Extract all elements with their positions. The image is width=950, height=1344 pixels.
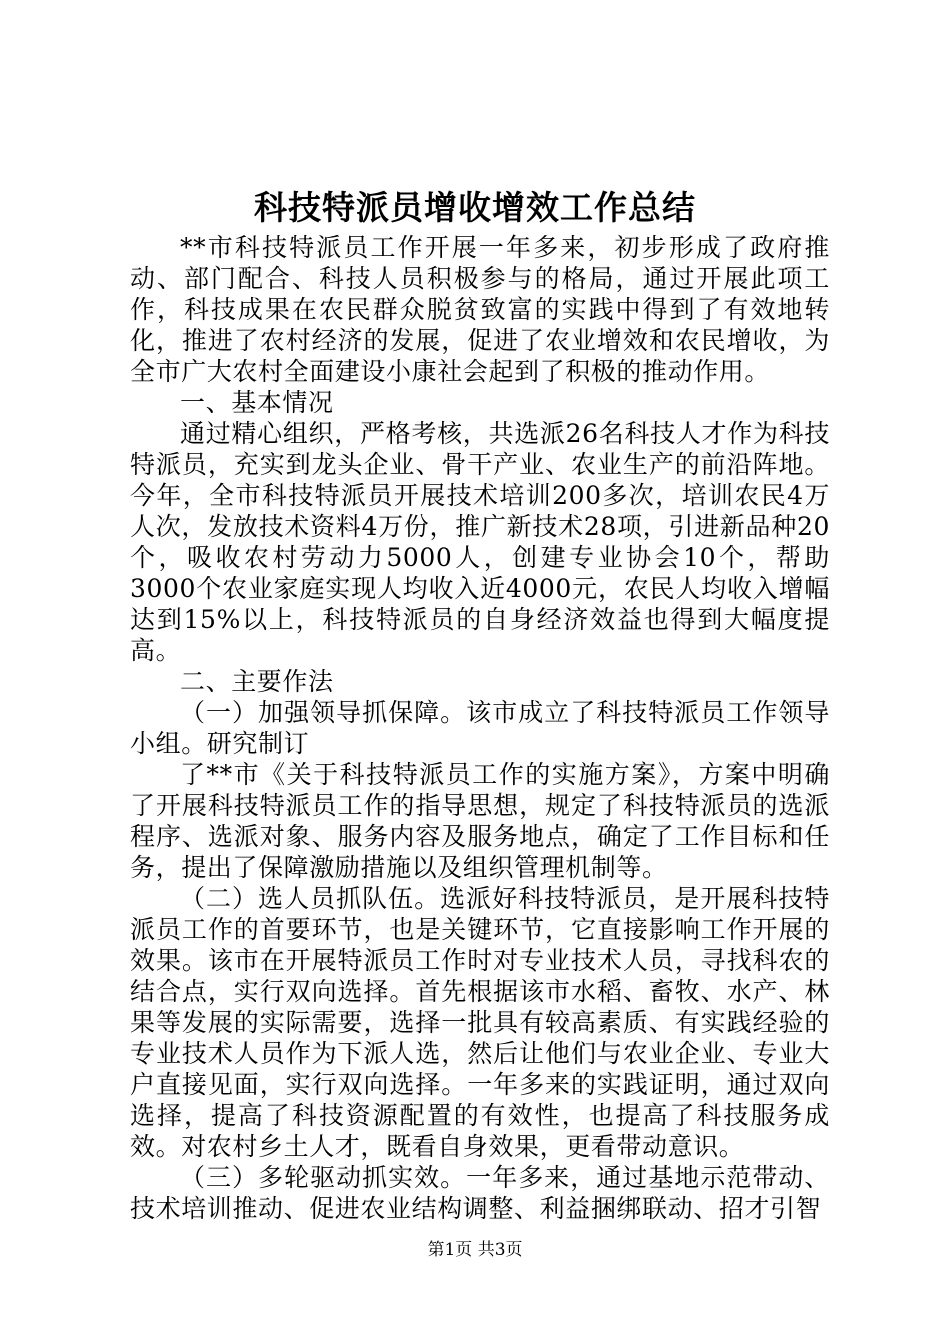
paragraph-basic: 通过精心组织，严格考核，共选派26名科技人才作为科技特派员，充实到龙头企业、骨干产业、农业生产的前沿阵地。今年，全市科技特派员开展技术培训200多次，培训农民4万人次，发放技术资料4万份，推广新技术28项，引进新品种20个，吸收农村劳动力5000人，创建专业协会10个，帮助3000个农业家庭实现人均收入近4000元，农民人均收入增幅达到15%以上，科技特派员的自身经济效益也得到大幅度提高。 bbox=[130, 419, 830, 665]
page-number-footer: 第1页 共3页 bbox=[427, 1240, 523, 1260]
paragraph-intro: **市科技特派员工作开展一年多来，初步形成了政府推动、部门配合、科技人员积极参与的格局，通过开展此项工作，科技成果在农民群众脱贫致富的实践中得到了有效地转化，推进了农村经济的发展，促进了农业增效和农民增收，为全市广大农村全面建设小康社会起到了积极的推动作用。 bbox=[130, 233, 830, 386]
section-heading-basic: 一、基本情况 bbox=[180, 388, 334, 417]
section-heading-methods: 二、主要作法 bbox=[180, 667, 334, 696]
document-body bbox=[130, 232, 830, 1224]
paragraph-method-1-cont: 了**市《关于科技特派员工作的实施方案》，方案中明确了开展科技特派员工作的指导思想，规定了科技特派员的选派程序、选派对象、服务内容及服务地点，确定了工作目标和任务，提出了保障激励措施以及组织管理机制等。 bbox=[130, 760, 830, 882]
paragraph-method-1: （一）加强领导抓保障。该市成立了科技特派员工作领导小组。研究制订 bbox=[130, 698, 830, 758]
document-title: 科技特派员增收增效工作总结 bbox=[254, 188, 696, 227]
paragraph-method-3: （三）多轮驱动抓实效。一年多来，通过基地示范带动、技术培训推动、促进农业结构调整、利益捆绑联动、招才引智 bbox=[130, 1163, 830, 1223]
paragraph-method-2: （二）选人员抓队伍。选派好科技特派员，是开展科技特派员工作的首要环节，也是关键环节，它直接影响工作开展的效果。该市在开展特派员工作时对专业技术人员，寻找科农的结合点，实行双向选择。首先根据该市水稻、畜牧、水产、林果等发展的实际需要，选择一批具有较高素质、有实践经验的专业技术人员作为下派人选，然后让他们与农业企业、专业大户直接见面，实行双向选择。一年多来的实践证明，通过双向选择，提高了科技资源配置的有效性，也提高了科技服务成效。对农村乡土人才，既看自身效果，更看带动意识。 bbox=[130, 884, 830, 1161]
